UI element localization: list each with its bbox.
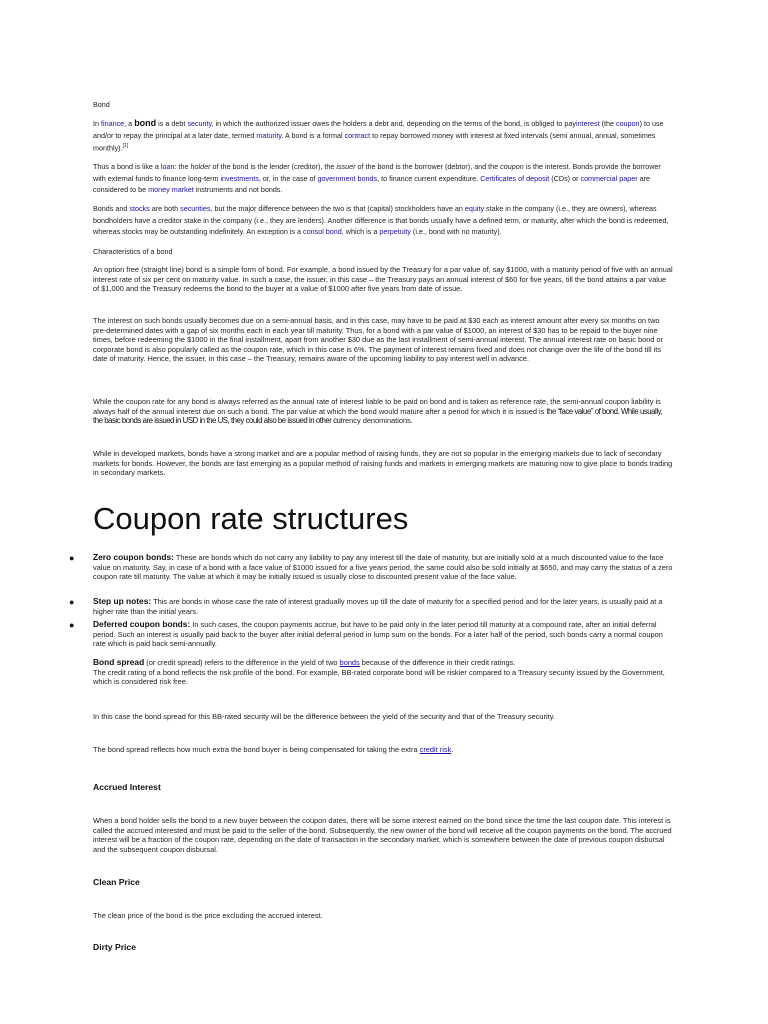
link-interest[interactable]: interest	[576, 119, 600, 128]
link-bonds[interactable]: bonds	[339, 658, 360, 667]
paragraph-developed-markets: While in developed markets, bonds have a strong market and are a popular method of raising funds, they are not so popular in the emerging markets due to lack of secondary markets for bonds. However, the bonds are fast emerging as a popular method of raising funds and markets in emerging markets are maturing now to give place to bonds trading in secondary markets.	[93, 449, 673, 478]
bullet-icon: ●	[69, 553, 75, 563]
link-loan[interactable]: loan	[160, 162, 175, 171]
link-coupon[interactable]: coupon	[615, 119, 640, 128]
heading-characteristics: Characteristics of a bond	[93, 247, 173, 256]
paragraph-accrued-interest: When a bond holder sells the bond to a new buyer between the coupon dates, there will be some interest earned on the bond since the time the last coupon date. This interest is called the accrued interested and must be paid to the seller of the bond. Subsequently, the new owner of the bond will receive all the coupon payments on the bond. The accrued interest will be a fraction of the coupon rate, depending on the date of transaction in the secondary market, which is somewhere between the date of previous coupon disbursal and the subsequent coupon disbursal.	[93, 816, 672, 854]
paragraph-bond-spread: Bond spread (or credit spread) refers to the difference in the yield of two bonds because of the difference in their credit ratings. The credit rating of a bond reflects the risk profile of the bond. For example, BB-rated corporate bond will be riskier compared to a Treasury security issued by the Government, which is considered risk free.	[93, 657, 665, 687]
paragraph-spread-compensation: The bond spread reflects how much extra the bond buyer is being compensated for taking the extra credit risk.	[93, 745, 454, 754]
bullet-icon: ●	[69, 597, 75, 607]
link-government-bonds[interactable]: government bonds	[317, 173, 378, 183]
list-item-zero-coupon: ● Zero coupon bonds: These are bonds which do not carry any liability to pay any interest till the date of maturity, but are initially sold at a much discounted value to the face value on maturity. Say, in case of a bond with a face value of $1000 issued for a five years period, the same could also be sold initially at $650, and may carry the status of a zero coupon rate till maturity. The value at which it may be initially issued is usually close to discounted present value of the face value.	[69, 552, 673, 582]
link-finance[interactable]: finance	[101, 119, 125, 128]
paragraph-bond-definition: In finance, a bond is a debt security, in which the authorized issuer owes the holders a debt and, depending on the terms of the bond, is obliged to payinterest (the coupon) to use and/or to repay the principal at a later date, termed maturity. A bond is a formal contract to repay borrowed money with interest at fixed intervals (semi annual, annual, sometimes monthly).[1]	[93, 118, 664, 153]
link-maturity[interactable]: maturity	[256, 130, 282, 140]
doc-title: Bond	[93, 100, 110, 109]
link-investments[interactable]: investments	[220, 173, 259, 183]
heading-clean-price: Clean Price	[93, 877, 140, 887]
link-commercial-paper[interactable]: commercial paper	[580, 173, 638, 183]
paragraph-bb-rated-spread: In this case the bond spread for this BB-rated security will be the difference between the yield of the security and that of the Treasury security.	[93, 712, 555, 721]
link-credit-risk[interactable]: credit risk	[419, 745, 452, 754]
link-equity[interactable]: equity	[464, 204, 485, 213]
paragraph-bond-like-loan: Thus a bond is like a loan: the holder of the bond is the lender (creditor), the issuer of the bond is the borrower (debtor), and the coupon is the interest. Bonds provide the borrower with external funds to finance long-term investments, or, in the case of government bonds, to finance current expenditure. Certificates of deposit (CDs) or commercial paper are considered to be money market instruments and not bonds.	[93, 162, 661, 194]
heading-dirty-price: Dirty Price	[93, 942, 136, 952]
link-consol-bond[interactable]: consol bond	[303, 227, 342, 236]
link-securities[interactable]: securities	[180, 204, 211, 213]
heading-accrued-interest: Accrued Interest	[93, 782, 161, 792]
paragraph-clean-price: The clean price of the bond is the price excluding the accrued interest.	[93, 911, 323, 920]
heading-coupon-rate-structures: Coupon rate structures	[93, 501, 409, 536]
paragraph-coupon-rate: While the coupon rate for any bond is always referred as the annual rate of interest liable to be paid on bond and is taken as reference rate, the semi-annual coupon liability is always half of the annual interest due on such a bond. The par value at which the bond would mature after a period for which it is issued is the “face value” of bond. While usually, the basic bonds are issued in USD in the US, they could also be issued in other currency denominations.	[93, 397, 663, 426]
link-stocks[interactable]: stocks	[129, 204, 150, 213]
link-security[interactable]: security	[187, 119, 212, 128]
link-certificates-of-deposit[interactable]: Certificates of deposit	[480, 173, 550, 183]
term-bond: bond	[134, 118, 157, 128]
paragraph-option-free-bond: An option free (straight line) bond is a simple form of bond. For example, a bond issued by the Treasury for a par value of, say $1000, with a maturity period of five with an annual interest rate of six per cent on maturity value. In such a case, the issuer, in this case – the Treasury pays an annual interest of $60 for five years, till the bond attains a par value of $1,000 and the Treasury redeems the bond to the buyer at a value of $1000 after five years from date of issue.	[93, 265, 673, 294]
paragraph-semi-annual-interest: The interest on such bonds usually becomes due on a semi-annual basis, and in this case, may have to be paid at $30 each as interest amount after every six months on two pre-determined dates with a gap of six months each in each year till maturity. Thus, for a bond with a par value of $1000, an interest of $30 has to be repaid to the buyer nine times, before redeeming the $1000 in the final installment, apart from another $30 due as the last installment of semi-annual interest. The annual interest rate on basic bond or corporate bond is also popularly called as the coupon rate, which in this case is 6%. The payment of interest remains fixed and does not change over the life of the bond till its date of maturity. Hence, the issuer, in this case – the Treasury, remains aware of the upcoming liability to pay interest well in advance.	[93, 316, 664, 364]
list-item-step-up-notes: ● Step up notes: This are bonds in whose case the rate of interest gradually moves up till the date of maturity for a specified period and for the later years, is usually paid at a higher rate than the initial years.	[69, 596, 663, 616]
link-money-market[interactable]: money market	[148, 185, 194, 194]
list-item-deferred-coupon: ● Deferred coupon bonds: In such cases, the coupon payments accrue, but have to be paid only in the later period till maturity at a compound rate, after an initial deferral period. Such an interest is usually paid back to the buyer after initial deferral period in lump sum on the bonds. For a later half of the period, such bonds carry a normal coupon rate which is paid back semi-annually.	[69, 619, 663, 649]
bullet-icon: ●	[69, 620, 75, 630]
paragraph-bonds-vs-stocks: Bonds and stocks are both securities, but the major difference between the two is that (capital) stockholders have an equity stake in the company (i.e., they are owners), whereas bondholders have a creditor stake in the company (i.e., they are lenders). Another difference is that bonds usually have a defined term, or maturity, after which the bond is redeemed, whereas stocks may be outstanding indefinitely. An exception is a consol bond, which is a perpetuity (i.e., bond with no maturity).	[93, 204, 669, 236]
reference-1[interactable]: [1]	[122, 143, 129, 149]
link-perpetuity[interactable]: perpetuity	[379, 227, 411, 236]
link-contract[interactable]: contract	[344, 130, 371, 140]
